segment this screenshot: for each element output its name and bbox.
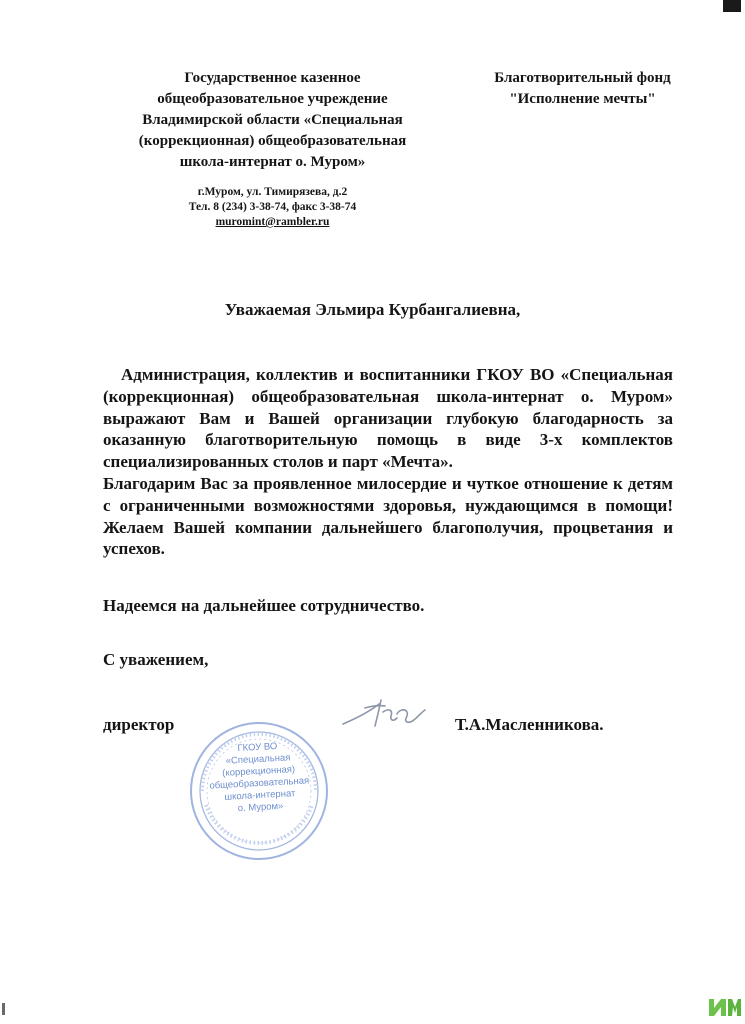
signature-icon [335, 690, 445, 735]
org-line: Государственное казенное [184, 70, 361, 86]
org-line: общеобразовательное учреждение [157, 91, 388, 107]
stamp-line: о. Муром» [237, 800, 284, 815]
org-line: (коррекционная) общеобразовательная [138, 133, 407, 149]
sender-phone: Тел. 8 (234) 3-38-74, факс 3-38-74 [188, 201, 357, 213]
cooperation-line: Надеемся на дальнейшее сотрудничество. [103, 596, 425, 615]
org-line: школа-интернат о. Муром» [179, 154, 366, 170]
org-line: Владимирской области «Специальная [142, 112, 403, 128]
signer-title: директор [103, 715, 175, 734]
signer-name: Т.А.Масленникова. [455, 715, 604, 734]
stamp-line: школа-интернат [224, 788, 296, 803]
sender-address: г.Муром, ул. Тимирязева, д.2 [197, 186, 348, 198]
body-paragraph: Благодарим Вас за проявленное милосердие и чуткое отношение к детям с ограниченными возможностями здоровья, нуждающимся в помощи! Желаем Вашей компании дальнейшего благополучия, процветания и успехов. [103, 473, 673, 559]
scan-edge-mark [2, 1003, 5, 1015]
site-logo-icon [706, 994, 742, 1020]
recipient-line: Благотворительный фонд [494, 70, 671, 86]
stamp-line: (коррекционная) [222, 764, 296, 779]
regards-line: С уважением, [103, 650, 209, 669]
recipient-line: "Исполнение мечты" [509, 91, 656, 107]
sender-email[interactable]: muromint@rambler.ru [215, 216, 330, 228]
body-paragraph: Администрация, коллектив и воспитанники ГКОУ ВО «Специальная (коррекционная) общеобразовательная школа-интернат о. Муром» выражают Вам и Вашей организации глубокую благодарность за оказанную благотворительную помощь в виде 3-х комплектов специализированных столов и парт «Мечта». [103, 365, 673, 472]
recipient-organization [470, 68, 695, 110]
stamp-line: общеобразовательная [209, 775, 310, 792]
stamp-line: «Специальная [225, 752, 291, 767]
stamp-text [206, 739, 312, 816]
salutation: Уважаемая Эльмира Курбангалиевна, [224, 300, 521, 319]
sender-contacts [150, 185, 395, 230]
sender-organization [100, 68, 445, 173]
scan-corner-mark [723, 0, 741, 12]
stamp-line: ГКОУ ВО [237, 741, 278, 755]
letter-body [103, 364, 673, 560]
